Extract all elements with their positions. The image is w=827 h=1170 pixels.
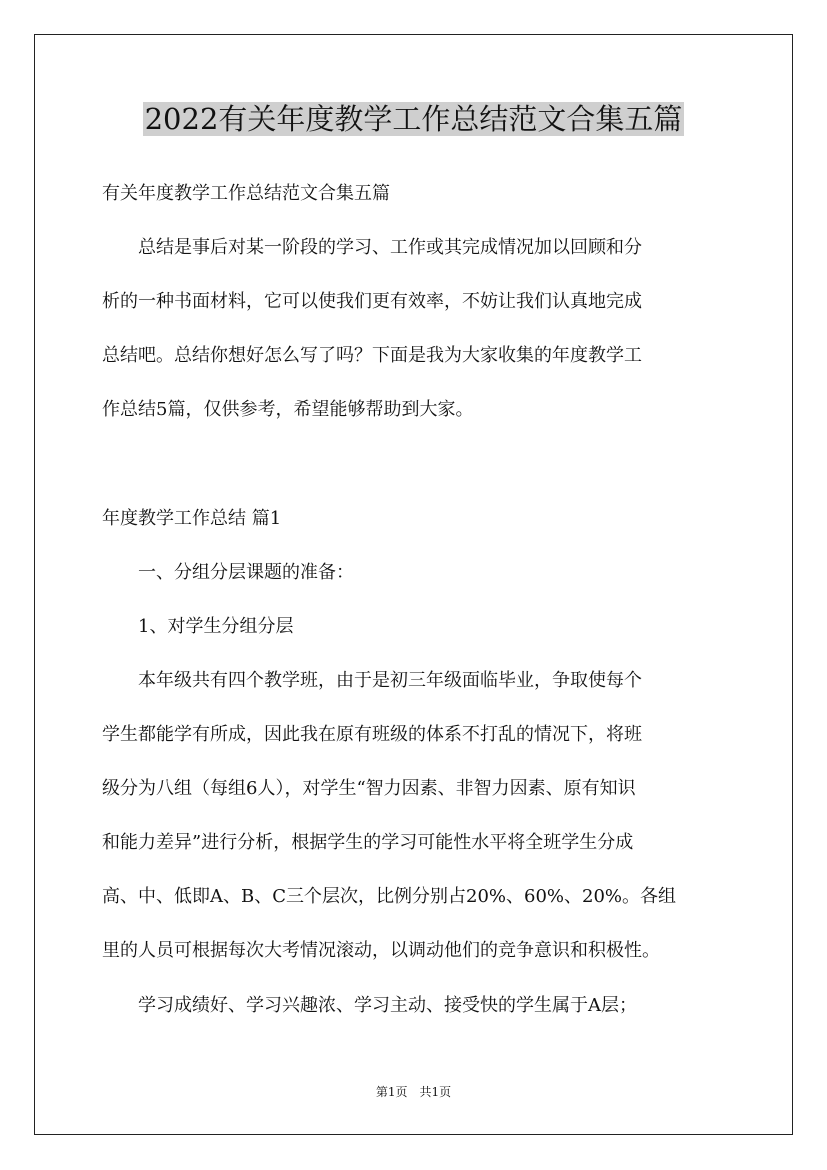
body-line-7: 学习成绩好、学习兴趣浓、学习主动、接受快的学生属于A层； <box>102 995 637 1016</box>
document-title: 2022有关年度教学工作总结范文合集五篇 <box>144 102 683 136</box>
page-number: 第1页 共1页 <box>375 1085 452 1099</box>
intro-line-3: 总结吧。总结你想好怎么写了吗？下面是我为大家收集的年度教学工 <box>102 345 642 366</box>
intro-line-2: 析的一种书面材料，它可以使我们更有效率，不妨让我们认真地完成 <box>102 291 642 312</box>
body-line-6: 里的人员可根据每次大考情况滚动，以调动他们的竞争意识和积极性。 <box>102 940 660 961</box>
body-line-5: 高、中、低即A、B、C三个层次，比例分别占20%、60%、20%。各组 <box>102 886 677 907</box>
body-line-4: 和能力差异”进行分析，根据学生的学习可能性水平将全班学生分成 <box>102 832 634 853</box>
intro-line-1: 总结是事后对某一阶段的学习、工作或其完成情况加以回顾和分 <box>102 237 642 258</box>
section-heading: 年度教学工作总结 篇1 <box>102 508 282 529</box>
body-line-2: 学生都能学有所成，因此我在原有班级的体系不打乱的情况下，将班 <box>102 724 642 745</box>
heading-2: 1、对学生分组分层 <box>102 616 294 637</box>
intro-line-4: 作总结5篇，仅供参考，希望能够帮助到大家。 <box>102 399 474 420</box>
heading-1: 一、分组分层课题的准备： <box>102 562 354 583</box>
body-line-1: 本年级共有四个教学班，由于是初三年级面临毕业，争取使每个 <box>102 670 642 691</box>
body-line-3: 级分为八组（每组6人），对学生“智力因素、非智力因素、原有知识 <box>102 778 636 799</box>
document-subtitle: 有关年度教学工作总结范文合集五篇 <box>102 183 390 204</box>
